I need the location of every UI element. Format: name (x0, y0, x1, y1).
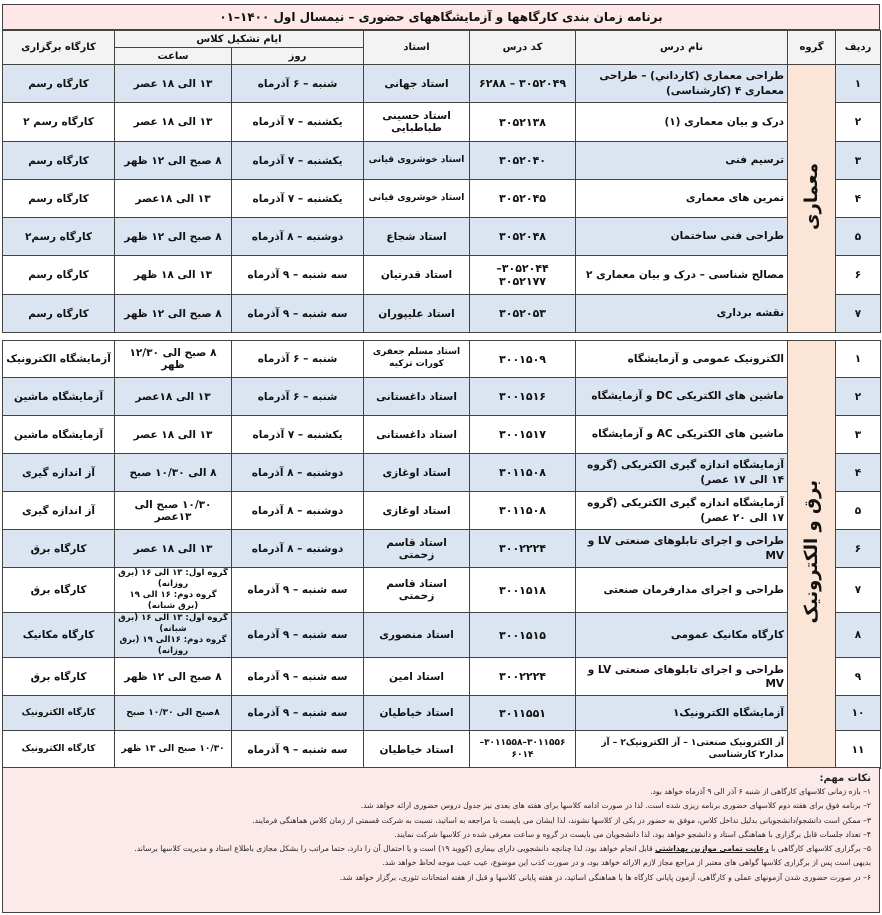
teacher-cell: استاد امین (364, 658, 470, 696)
note-6: ۶– در صورت حضوری شدن آزمونهای عملی و کارگاهی، آزمون پایانی کارگاه ها با هماهنگی اساتید، در هفته پایانی کلاسها و قبل از هفته امتحانات تئوری، برگزار خواهد شد. (339, 872, 871, 882)
day-cell: شنبه – ۶ آذرماه (232, 341, 364, 378)
radif-cell: ۲ (836, 378, 881, 416)
day-cell: دوشنبه – ۸ آذرماه (232, 454, 364, 492)
group-label-electric: برق و الکترونیک (788, 341, 836, 769)
radif-cell: ۱۱ (836, 731, 881, 769)
time-cell: ۱۰/۳۰ صبح الی ۱۳عصر (115, 492, 232, 530)
code-cell: ۳۰۰۱۵۱۷ (470, 416, 576, 454)
radif-cell: ۱ (836, 65, 881, 103)
course-cell: آزمایشگاه الکترونیک۱ (576, 696, 788, 731)
day-cell: یکشنبه – ۷ آذرماه (232, 416, 364, 454)
day-cell: سه شنبه – ۹ آذرماه (232, 658, 364, 696)
course-cell: طراحی و اجرای تابلوهای صنعتی LV و MV (576, 658, 788, 696)
place-cell: آزمایشگاه الکترونیک (3, 341, 115, 378)
note-5-highlight: رعایت تمامی موازین بهداشتی (655, 844, 769, 854)
teacher-cell: استاد مسلم جعفری کورات ترکیه (364, 341, 470, 378)
day-cell: سه شنبه – ۹ آذرماه (232, 256, 364, 295)
time-cell: ۱۳ الی ۱۸ عصر (115, 65, 232, 103)
day-cell: دوشنبه – ۸ آذرماه (232, 492, 364, 530)
code-cell: ۳۰۰۱۵۱۵ (470, 613, 576, 658)
course-cell: طراحی فنی ساختمان (576, 218, 788, 256)
radif-cell: ۲ (836, 103, 881, 142)
notes-box (2, 767, 880, 913)
teacher-cell: استاد منصوری (364, 613, 470, 658)
time-cell: ۸ صبح الی ۱۲/۳۰ ظهر (115, 341, 232, 378)
table-row (3, 378, 881, 416)
course-cell: ماشین های الکتریکی DC و آزمایشگاه (576, 378, 788, 416)
group-separator (3, 333, 881, 341)
teacher-cell: استاد قاسم زحمتی (364, 530, 470, 568)
code-cell: ۳۰۵۲۰۴۴–۳۰۵۲۱۷۷ (470, 256, 576, 295)
code-cell: ۳۰۰۱۵۱۶ (470, 378, 576, 416)
code-cell: ۳۰۱۱۵۰۸ (470, 492, 576, 530)
time-line-group1: گروه اول: ۱۳ الی ۱۶ (برق شبانه) (118, 613, 228, 635)
place-cell: کارگاه رسم (3, 65, 115, 103)
radif-cell: ۶ (836, 530, 881, 568)
radif-cell: ۳ (836, 142, 881, 180)
radif-cell: ۱ (836, 341, 881, 378)
code-cell: ۳۰۵۲۰۵۳ (470, 295, 576, 333)
header-place: کارگاه برگزاری (3, 31, 115, 65)
note-2: ۲– برنامه فوق برای هفته دوم کلاسهای حضوری برنامه ریزی شده است. لذا در صورت ادامه کلاسها برای هفته های بعدی نیز جدول دروس حضوری ارائه خواهد شد. (360, 801, 871, 811)
note-3: ۳– ممکن است دانشجو/دانشجویانی بدلیل تداخل کلاس، موفق به حضور در یکی از کلاسها نشوند، لذا ایشان می بایست با مراجعه به اساتید، نسبت به شرکت قسمتی از زمان کلاس هماهنگی فرمایند. (252, 815, 871, 825)
day-cell: سه شنبه – ۹ آذرماه (232, 613, 364, 658)
day-cell: یکشنبه – ۷ آذرماه (232, 180, 364, 218)
time-cell: ۸ صبح الی ۱۲ ظهر (115, 295, 232, 333)
radif-cell: ۵ (836, 218, 881, 256)
time-cell: ۱۳ الی ۱۸عصر (115, 378, 232, 416)
code-cell: ۳۰۰۲۲۲۴ (470, 530, 576, 568)
place-cell: کارگاه رسم (3, 295, 115, 333)
course-cell: طراحی معماری (کارداني) – طراحی معماری ۴ (کارشناسی) (576, 65, 788, 103)
time-cell: ۸صبح الی ۱۰/۳۰ صبح (115, 696, 232, 731)
course-cell: ماشین های الکتریکی AC و آزمایشگاه (576, 416, 788, 454)
day-cell: سه شنبه – ۹ آذرماه (232, 696, 364, 731)
radif-cell: ۵ (836, 492, 881, 530)
code-cell: ۳۰۵۲۰۴۹ – ۶۲۸۸ (470, 65, 576, 103)
day-cell: شنبه – ۶ آذرماه (232, 65, 364, 103)
place-cell: آزمایشگاه ماشین (3, 416, 115, 454)
day-cell: یکشنبه – ۷ آذرماه (232, 142, 364, 180)
course-cell: آزمایشگاه اندازه گیری الکتریکی (گروه ۱۴ الی ۱۷ عصر) (576, 454, 788, 492)
code-cell: ۳۰۵۲۰۴۵ (470, 180, 576, 218)
place-cell: آزمایشگاه ماشین (3, 378, 115, 416)
time-cell: ۱۳ الی ۱۸ عصر (115, 530, 232, 568)
note-5-continued: بدیهی است پس از برگزاری کلاسها گواهی های معتبر از مراجع مجاز لازم الارائه خواهد بود، و در صورت کذب این موضوع، عیب عیب موجه لحاظ خواهد شد. (382, 858, 871, 868)
course-cell: درک و بیان معماری (۱) (576, 103, 788, 142)
time-cell: ۱۳ الی ۱۸ عصر (115, 103, 232, 142)
day-cell: دوشنبه – ۸ آذرماه (232, 530, 364, 568)
course-cell: تمرین های معماری (576, 180, 788, 218)
table-row (3, 454, 881, 492)
code-cell: ۳۰۵۲۱۳۸ (470, 103, 576, 142)
time-cell (115, 568, 232, 613)
table-row (3, 658, 881, 696)
table-row (3, 295, 881, 333)
note-4: ۴– تعداد جلسات قابل برگزاری با هماهنگی استاد و دانشجو خواهد بود، لذا دانشجویان می بایست در گروه و ساعت معرفی شده در کلاسها شرکت نمایند. (394, 829, 871, 839)
time-cell: ۸ صبح الی ۱۲ ظهر (115, 142, 232, 180)
course-cell: آزمایشگاه اندازه گیری الکتریکی (گروه ۱۷ الی ۲۰ عصر) (576, 492, 788, 530)
table-row (3, 416, 881, 454)
table-row (3, 731, 881, 769)
table-row (3, 492, 881, 530)
place-cell: کارگاه رسم۲ (3, 218, 115, 256)
code-cell: ۳۰۱۱۵۵۱ (470, 696, 576, 731)
place-cell: کارگاه رسم ۲ (3, 103, 115, 142)
time-line-group1: گروه اول: ۱۳ الی ۱۶ (برق روزانه) (118, 568, 228, 590)
day-cell: سه شنبه – ۹ آذرماه (232, 731, 364, 769)
time-cell: ۸ صبح الی ۱۲ ظهر (115, 658, 232, 696)
table-row (3, 180, 881, 218)
table-row (3, 696, 881, 731)
table-row (3, 568, 881, 613)
table-row (3, 613, 881, 658)
code-cell: ۳۰۰۱۵۱۸ (470, 568, 576, 613)
day-cell: سه شنبه – ۹ آذرماه (232, 568, 364, 613)
time-cell: ۱۳ الی ۱۸ عصر (115, 416, 232, 454)
place-cell: کارگاه رسم (3, 142, 115, 180)
time-line-group2: گروه دوم: ۱۶الی ۱۹ (برق روزانه) (119, 635, 227, 657)
header-course: نام درس (576, 31, 788, 65)
group-label-architecture: معماری (788, 65, 836, 333)
header-radif: ردیف (836, 31, 881, 65)
radif-cell: ۳ (836, 416, 881, 454)
course-cell: ترسیم فنی (576, 142, 788, 180)
teacher-cell: استاد خیاطیان (364, 696, 470, 731)
table-row (3, 341, 881, 378)
time-line-group2: گروه دوم: ۱۶ الی ۱۹ (برق شبانه) (129, 590, 217, 612)
table-row (3, 218, 881, 256)
header-group: گروه (788, 31, 836, 65)
place-cell: آز اندازه گیری (3, 492, 115, 530)
table-row (3, 65, 881, 103)
teacher-cell: استاد خوشروی قیانی (364, 142, 470, 180)
header-time: ساعت (115, 48, 232, 65)
day-cell: سه شنبه – ۹ آذرماه (232, 295, 364, 333)
place-cell: کارگاه برق (3, 568, 115, 613)
course-cell: طراحی و اجرای مدارفرمان صنعتی (576, 568, 788, 613)
course-cell: آز الکترونیک صنعتی۱ – آز الکترونیک۲ – آز مدار۲ کارشناسی (576, 731, 788, 769)
course-cell: مصالح شناسی – درک و بیان معماری ۲ (576, 256, 788, 295)
header-teacher: استاد (364, 31, 470, 65)
teacher-cell: استاد جهانی (364, 65, 470, 103)
code-cell: ۳۰۵۲۰۴۸ (470, 218, 576, 256)
radif-cell: ۷ (836, 568, 881, 613)
code-cell: ۳۰۵۲۰۴۰ (470, 142, 576, 180)
page-title: برنامه زمان بندی کارگاهها و آزمایشگاههای حضوری – نیمسال اول ۱۴۰۰–۰۱ (2, 4, 880, 30)
code-cell: ۳۰۰۲۲۲۴ (470, 658, 576, 696)
course-cell: کارگاه مکانیک عمومی (576, 613, 788, 658)
teacher-cell: استاد علیپوران (364, 295, 470, 333)
radif-cell: ۶ (836, 256, 881, 295)
time-cell: ۸ صبح الی ۱۲ ظهر (115, 218, 232, 256)
teacher-cell: استاد خیاطیان (364, 731, 470, 769)
day-cell: یکشنبه – ۷ آذرماه (232, 103, 364, 142)
teacher-cell: استاد داغستانی (364, 378, 470, 416)
table-row (3, 256, 881, 295)
day-cell: شنبه – ۶ آذرماه (232, 378, 364, 416)
header-code: کد درس (470, 31, 576, 65)
radif-cell: ۱۰ (836, 696, 881, 731)
code-cell: ۳۰۱۱۵۵۶–۳۰۱۱۵۵۸– ۶۰۱۴ (470, 731, 576, 769)
place-cell: کارگاه الکترونیک (3, 731, 115, 769)
table-row (3, 142, 881, 180)
place-cell: کارگاه رسم (3, 180, 115, 218)
time-cell: ۱۰/۳۰ صبح الی ۱۳ ظهر (115, 731, 232, 769)
teacher-cell: استاد اوغازی (364, 454, 470, 492)
time-cell: ۱۳ الی ۱۸عصر (115, 180, 232, 218)
note-1: ۱– بازه زمانی کلاسهای کارگاهی از شنبه ۶ آذر الی ۹ آذرماه خواهد بود. (650, 787, 871, 796)
day-cell: دوشنبه – ۸ آذرماه (232, 218, 364, 256)
teacher-cell: استاد داغستانی (364, 416, 470, 454)
teacher-cell: استاد شجاع (364, 218, 470, 256)
place-cell: آز اندازه گیری (3, 454, 115, 492)
note-5: ۵– برگزاری کلاسهای کارگاهی با رعایت تمامی موازین بهداشتی قابل انجام خواهد بود، لذا چنانچه دانشجویی دارای بیماری (کووید ۱۹) است و یا احتمال آن را دارد، حتما مراتب را بشکل مجازی باطلاع استاد و مدیریت کلاسها برساند. (134, 844, 871, 854)
radif-cell: ۷ (836, 295, 881, 333)
teacher-cell: استاد حسینی طباطبایی (364, 103, 470, 142)
teacher-cell: استاد قدرتیان (364, 256, 470, 295)
radif-cell: ۴ (836, 454, 881, 492)
teacher-cell: استاد خوشروی قیانی (364, 180, 470, 218)
header-day: روز (232, 48, 364, 65)
code-cell: ۳۰۰۱۵۰۹ (470, 341, 576, 378)
header-days-group: ایام تشکیل کلاس (115, 31, 364, 48)
teacher-cell: استاد اوغازی (364, 492, 470, 530)
table-row (3, 103, 881, 142)
table-row (3, 530, 881, 568)
course-cell: نقشه برداری (576, 295, 788, 333)
teacher-cell: استاد قاسم زحمتی (364, 568, 470, 613)
schedule-table (2, 30, 881, 769)
time-cell: ۸ الی ۱۰/۳۰ صبح (115, 454, 232, 492)
place-cell: کارگاه مکانیک (3, 613, 115, 658)
notes-title: نکات مهم: (819, 773, 871, 784)
radif-cell: ۴ (836, 180, 881, 218)
place-cell: کارگاه الکترونیک (3, 696, 115, 731)
place-cell: کارگاه برق (3, 530, 115, 568)
course-cell: طراحی و اجرای تابلوهای صنعتی LV و MV (576, 530, 788, 568)
radif-cell: ۹ (836, 658, 881, 696)
time-cell: ۱۳ الی ۱۸ ظهر (115, 256, 232, 295)
place-cell: کارگاه برق (3, 658, 115, 696)
radif-cell: ۸ (836, 613, 881, 658)
place-cell: کارگاه رسم (3, 256, 115, 295)
time-cell (115, 613, 232, 658)
code-cell: ۳۰۱۱۵۰۸ (470, 454, 576, 492)
course-cell: الکترونیک عمومی و آزمایشگاه (576, 341, 788, 378)
